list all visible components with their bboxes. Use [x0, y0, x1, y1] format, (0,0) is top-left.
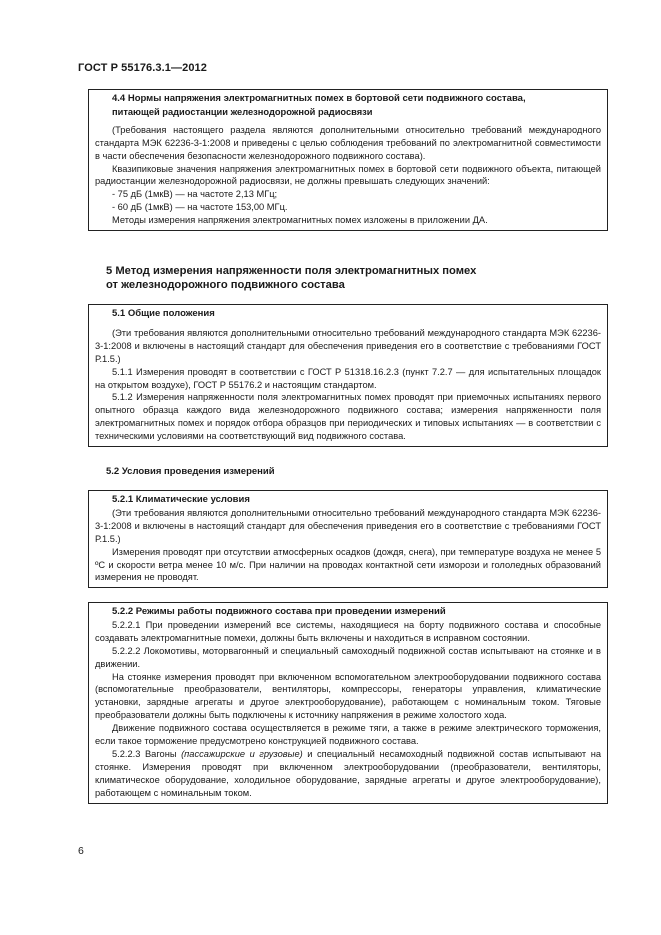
section-5-2-2-1-paragraph: 5.2.2.1 При проведении измерений все системы, находящиеся на борту подвижного состава и способные создавать электромагнитные помехи, должны быть включены и находиться в исправном состоянии. — [95, 619, 601, 643]
section-5-1-box — [88, 304, 608, 447]
section-5-2-2-2-paragraph: 5.2.2.2 Локомотивы, моторвагонный и специальный самоходный подвижной состав испытывают на стоянке и в движении. — [95, 645, 601, 669]
section-4-4-box — [88, 89, 608, 231]
section-5-2-2-2-paragraph-3: Движение подвижного состава осуществляется в режиме тяги, а также в режиме электрического торможения, если такое торможение предусмотрено конструкцией подвижного состава. — [95, 723, 601, 747]
page-number: 6 — [78, 845, 84, 857]
section-5-2-2-title: 5.2.2 Режимы работы подвижного состава при проведении измерений — [112, 606, 446, 617]
section-4-4-title-line2: питающей радиостанции железнодорожной радиосвязи — [112, 106, 373, 117]
section-5-2-2-2-paragraph-2: На стоянке измерения проводят при включенном вспомогательном электрооборудовании подвижного состава (вспомогательные преобразователи, вентиляторы, компрессоры, генераторы управления, климатические установки, зарядные агрегаты и другое электрооборудование), работающем с номинальным током. Тяговые преобразователи должны быть подключены к источнику напряжения в режиме холостого хода. — [95, 671, 601, 721]
section-5-2-2-3-text-b: и специальный несамоходный подвижной состав испытывают на стоянке. Измерения проводят при включенном электрооборудовании (преобразователи, вентиляторы, климатическое оборудование, холодильное оборудование, зарядные агрегаты и другое электрооборудование), работающем с номинальным током. — [95, 748, 601, 798]
section-5-2-2-3-paragraph — [95, 748, 601, 800]
section-5-2-2-3-italic: (пассажирские и грузовые) — [181, 748, 303, 759]
section-5-heading — [106, 264, 576, 292]
section-5-2-1-box — [88, 490, 608, 588]
section-5-2-1-title: 5.2.1 Климатические условия — [112, 494, 250, 505]
section-5-1-title: 5.1 Общие положения — [112, 308, 215, 319]
section-5-1-1-paragraph: 5.1.1 Измерения проводят в соответствии с ГОСТ Р 51318.16.2.3 (пункт 7.2.7 — для испытательных площадок на открытом воздухе), ГОСТ Р 55176.2 и настоящим стандартом. — [95, 366, 601, 390]
section-5-2-heading: 5.2 Условия проведения измерений — [106, 466, 275, 477]
section-5-heading-line2: от железнодорожного подвижного состава — [106, 279, 345, 291]
section-4-4-title-line1: 4.4 Нормы напряжения электромагнитных помех в бортовой сети подвижного состава, — [112, 93, 526, 104]
section-4-4-paragraph-2: Квазипиковые значения напряжения электромагнитных помех в бортовой сети подвижного объекта, питающей радиостанции железнодорожной радиосвязи, не должны превышать следующих значений: — [95, 163, 601, 187]
section-5-2-1-paragraph-2: Измерения проводят при отсутствии атмосферных осадков (дождя, снега), при температуре воздуха не менее 5 ºС и скорости ветра менее 10 м/с. При наличии на проводах контактной сети изморози и гололедных образований измерения не проводят. — [95, 546, 601, 583]
section-4-4-paragraph-3: Методы измерения напряжения электромагнитных помех изложены в приложении ДА. — [112, 215, 488, 226]
document-header: ГОСТ Р 55176.3.1—2012 — [78, 62, 207, 74]
section-5-1-paragraph-1: (Эти требования являются дополнительными относительно требований международного стандарта МЭК 62236-3-1:2008 и включены в настоящий стандарт для обеспечения приведения его в соответствие с требованиями ГОСТ Р.1.5.) — [95, 327, 601, 364]
section-5-2-2-box — [88, 602, 608, 804]
section-5-2-2-3-text-a: 5.2.2.3 Вагоны — [112, 748, 182, 759]
section-4-4-paragraph-1: (Требования настоящего раздела являются дополнительными относительно требований международного стандарта МЭК 62236-3-1:2008 и приведены с целью соблюдения требований по электромагнитной совместимости в части обеспечения безопасности железнодорожного подвижного состава). — [95, 124, 601, 161]
section-5-heading-line1: 5 Метод измерения напряженности поля электромагнитных помех — [106, 265, 477, 277]
list-item: - 75 дБ (1мкВ) — на частоте 2,13 МГц; — [112, 189, 278, 200]
section-5-1-2-paragraph: 5.1.2 Измерения напряженности поля электромагнитных помех проводят при приемочных испытаниях первого опытного образца каждого вида железнодорожного подвижного состава; измерения напряженности поля электромагнитных помех и порядок отбора образцов при периодических и типовых испытаниях — в соответствии с техническими условиями на соответствующий вид подвижного состава. — [95, 392, 601, 442]
section-5-2-1-paragraph-1: (Эти требования являются дополнительными относительно требований международного стандарта МЭК 62236-3-1:2008 и включены в настоящий стандарт для обеспечения приведения его в соответствие с требованиями ГОСТ Р.1.5.) — [95, 507, 601, 544]
list-item: - 60 дБ (1мкВ) — на частоте 153,00 МГц. — [112, 202, 288, 213]
